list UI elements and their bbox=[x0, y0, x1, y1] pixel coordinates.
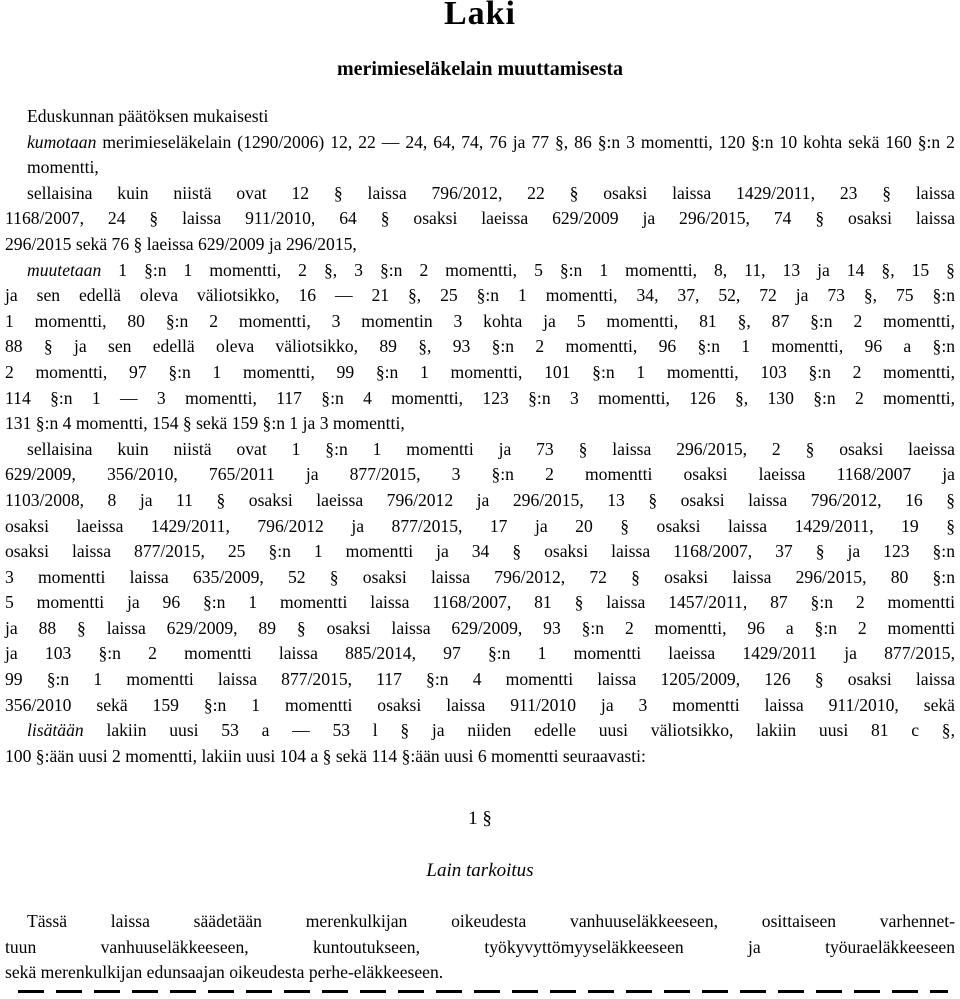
intro-line: Eduskunnan päätöksen mukaisesti bbox=[27, 106, 269, 126]
amend-detail-line: sellaisina kuin niistä ovat 1 §:n 1 momentti ja 73 § laissa 296/2015, 2 § osaksi laeissa bbox=[27, 438, 955, 459]
repeal-detail-line: 1168/2007, 24 § laissa 911/2010, 64 § osaksi laeissa 629/2009 ja 296/2015, 74 § osaksi laissa bbox=[5, 208, 955, 229]
amend-keyword: muutetaan bbox=[27, 259, 102, 280]
section-line: sekä merenkulkijan edunsaajan oikeudesta perhe-eläkkeeseen. bbox=[5, 962, 444, 983]
amend-detail-line: 356/2010 sekä 159 §:n 1 momentti osaksi laissa 911/2010 ja 3 momentti laissa 911/2010, sekä bbox=[5, 694, 955, 715]
amend-line: 88 § ja sen edellä oleva väliotsikko, 89 §, 93 §:n 2 momentti, 96 §:n 1 momentti, 96 a §:n bbox=[5, 336, 955, 357]
amend-detail-line: 5 momentti ja 96 §:n 1 momentti laissa 1168/2007, 81 § laissa 1457/2011, 87 §:n 2 momentti bbox=[5, 592, 955, 613]
amend-clause bbox=[5, 258, 955, 437]
repeal-clause bbox=[5, 130, 955, 181]
amend-first-line bbox=[5, 258, 955, 284]
add-keyword: lisätään bbox=[27, 720, 84, 741]
section-line: Tässä laissa säädetään merenkulkijan oikeudesta vanhuuseläkkeeseen, osittaiseen varhennet- bbox=[27, 911, 955, 931]
add-first-text: lakiin uusi 53 a — 53 l § ja niiden edelle uusi väliotsikko, lakiin uusi 81 c §, bbox=[106, 720, 956, 741]
document-title: Laki bbox=[443, 0, 517, 32]
repeal-detail-line: sellaisina kuin niistä ovat 12 § laissa 796/2012, 22 § osaksi laissa 1429/2011, 23 § laissa bbox=[27, 182, 955, 203]
page-break-divider bbox=[18, 990, 948, 993]
section-number: 1 § bbox=[468, 808, 492, 829]
repeal-detail-line: 296/2015 sekä 76 § laeissa 629/2009 ja 296/2015, bbox=[5, 233, 357, 254]
amend-detail-line: osaksi laissa 877/2015, 25 §:n 1 momentti ja 34 § osaksi laissa 1168/2007, 37 § ja 123 §:n bbox=[5, 541, 955, 562]
repeal-text: merimieseläkelain (1290/2006) 12, 22 — 24, 64, 74, 76 ja 77 §, 86 §:n 3 momentti, 120 §:n 10 kohta sekä 160 §:n 2 momentti, bbox=[27, 131, 955, 178]
amend-detail-line: 99 §:n 1 momentti laissa 877/2015, 117 §:n 4 momentti laissa 1205/2009, 126 § osaksi laissa bbox=[5, 669, 955, 690]
amend-line: ja sen edellä oleva väliotsikko, 16 — 21 §, 25 §:n 1 momentti, 34, 37, 52, 72 ja 73 §, 75 §:n bbox=[5, 285, 955, 306]
amend-detail-line: 629/2009, 356/2010, 765/2011 ja 877/2015, 3 §:n 2 momentti osaksi laeissa 1168/2007 ja bbox=[5, 464, 955, 485]
add-clause bbox=[5, 718, 955, 769]
enactment-clause bbox=[5, 104, 955, 769]
amend-detail-line: ja 103 §:n 2 momentti laissa 885/2014, 97 §:n 1 momentti laeissa 1429/2011 ja 877/2015, bbox=[5, 643, 955, 664]
amend-first-text: 1 §:n 1 momentti, 2 §, 3 §:n 2 momentti, 5 §:n 1 momentti, 8, 11, 13 ja 14 §, 15 § bbox=[118, 259, 955, 280]
repeal-details bbox=[5, 181, 955, 258]
amend-line: 1 momentti, 80 §:n 2 momentti, 3 momentin 3 kohta ja 5 momentti, 81 §, 87 §:n 2 momentti, bbox=[5, 310, 955, 331]
section-line: tuun vanhuuseläkkeeseen, kuntoutukseen, työkyvyttömyyseläkkeeseen ja työuraeläkkeeseen bbox=[5, 936, 955, 957]
repeal-keyword: kumotaan bbox=[27, 131, 97, 152]
section-body bbox=[5, 909, 955, 986]
document-subtitle: merimieseläkelain muuttamisesta bbox=[336, 58, 624, 80]
amend-detail-line: osaksi laeissa 1429/2011, 796/2012 ja 877/2015, 17 ja 20 § osaksi laissa 1429/2011, 19 § bbox=[5, 515, 955, 536]
amend-line: 114 §:n 1 — 3 momentti, 117 §:n 4 momentti, 123 §:n 3 momentti, 126 §, 130 §:n 2 momentti, bbox=[5, 387, 955, 408]
add-last-line: 100 §:ään uusi 2 momentti, lakiin uusi 104 a § sekä 114 §:ään uusi 6 momentti seuraavasti: bbox=[5, 745, 646, 766]
amend-details bbox=[5, 437, 955, 719]
amend-detail-line: 3 momentti laissa 635/2009, 52 § osaksi laissa 796/2012, 72 § osaksi laissa 296/2015, 80 §:n bbox=[5, 566, 955, 587]
amend-line: 2 momentti, 97 §:n 1 momentti, 99 §:n 1 momentti, 101 §:n 1 momentti, 103 §:n 2 momentti, bbox=[5, 361, 955, 382]
amend-detail-line: 1103/2008, 8 ja 11 § osaksi laeissa 796/2012 ja 296/2015, 13 § osaksi laissa 796/2012, 16 § bbox=[5, 489, 955, 510]
amend-line: 131 §:n 4 momentti, 154 § sekä 159 §:n 1 ja 3 momentti, bbox=[5, 413, 405, 434]
section-heading: Lain tarkoitus bbox=[426, 860, 534, 881]
add-first-line bbox=[5, 718, 955, 744]
amend-detail-line: ja 88 § laissa 629/2009, 89 § osaksi laissa 629/2009, 93 §:n 2 momentti, 96 a §:n 2 momentti bbox=[5, 617, 955, 638]
